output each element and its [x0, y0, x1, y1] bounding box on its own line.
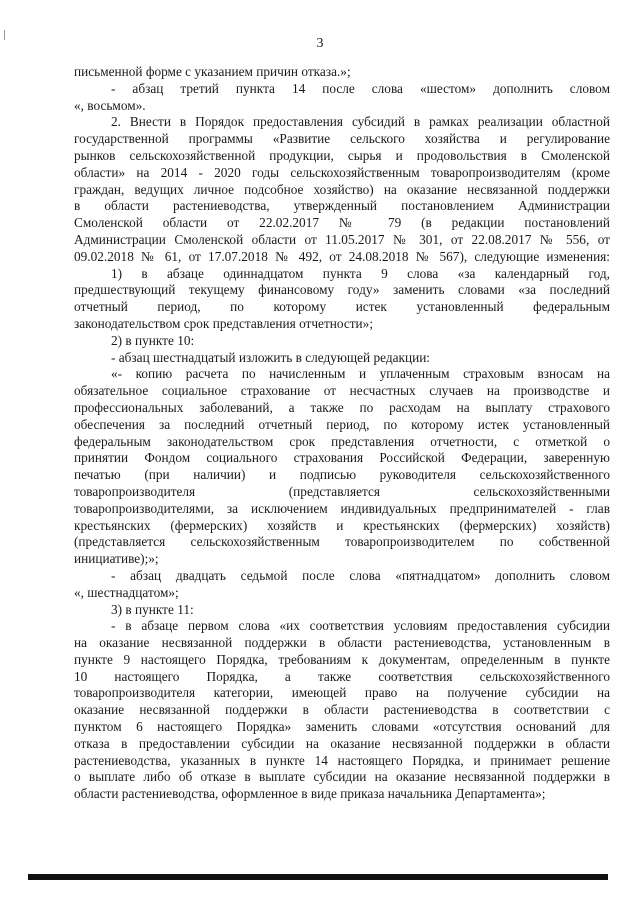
text-line: области растениеводства, оформленное в виде приказа начальника Департамента»;: [74, 786, 546, 802]
text-line: на оказание несвязанной поддержки в области растениеводства, установленным в: [74, 635, 610, 651]
text-line: федеральным законодательством срок представления отчетности, с отметкой о: [74, 433, 610, 449]
text-line: государственной программы «Развитие сельского хозяйства и регулирование: [74, 131, 610, 147]
text-line: 3) в пункте 11:: [111, 601, 194, 617]
text-line: отказа в предоставлении субсидии на оказание несвязанной поддержки в области: [74, 735, 610, 751]
text-line: «, шестнадцатом»;: [74, 584, 179, 600]
text-line: предшествующий текущему финансовому году» заменить словами «за последний: [74, 282, 610, 298]
text-line: 10 настоящего Порядка, а также соответствия сельскохозяйственного: [74, 668, 610, 684]
text-line: 2) в пункте 10:: [111, 332, 195, 348]
text-line: профессиональных заболеваний, а также по расходам на выплату страхового: [74, 399, 610, 415]
text-line: области» на 2014 - 2020 годы сельскохозяйственным товаропроизводителям (кроме: [74, 164, 610, 180]
text-line: обеспечения за последний отчетный период, по которому истек установленный: [74, 416, 610, 432]
text-line: пункте 9 настоящего Порядка, требованиям к документам, определенным в пункте: [74, 651, 610, 667]
document-body: [74, 64, 610, 803]
text-line: «, восьмом».: [74, 97, 146, 113]
text-line: «- копию расчета по начисленным и уплаченным страховым взносам на: [111, 366, 610, 382]
text-line: крестьянских (фермерских) хозяйств и крестьянских (фермерских) хозяйств): [74, 517, 610, 533]
text-line: 1) в абзаце одиннадцатом пункта 9 слова «за календарный год,: [111, 265, 610, 281]
text-line: товаропроизводителями, за исключением индивидуальных предпринимателей - глав: [74, 500, 610, 516]
text-line: - в абзаце первом слова «их соответствия условиям предоставления субсидии: [111, 618, 610, 634]
text-line: обязательное социальное страхование от несчастных случаев на производстве и: [74, 383, 610, 399]
text-line: принятии Фондом социального страхования Российской Федерации, заверенную: [74, 450, 610, 466]
text-line: законодательством срок представления отчетности»;: [74, 315, 374, 331]
text-line: отчетный период, по которому истек установленный федеральным: [74, 299, 610, 315]
text-line: растениеводства, указанных в пункте 14 настоящего Порядка, и принимает решение: [74, 752, 610, 768]
text-line: - абзац третий пункта 14 после слова «шестом» дополнить словом: [111, 80, 610, 96]
text-line: рынков сельскохозяйственной продукции, сырья и продовольствия в Смоленской: [74, 147, 610, 163]
page-number: 3: [316, 36, 324, 51]
text-line: письменной форме с указанием причин отказа.»;: [74, 64, 351, 79]
text-line: о выплате либо об отказе в выплате субсидии на оказание несвязанной поддержки в: [74, 769, 610, 785]
scan-artifact-bar: [28, 874, 608, 880]
text-line: Администрации Смоленской области от 11.05.2017 № 301, от 22.08.2017 № 556, от: [74, 231, 610, 247]
text-line: инициативе);»;: [74, 551, 159, 567]
text-line: Смоленской области от 22.02.2017 № 79 (в редакции постановлений: [74, 215, 610, 231]
text-line: в области растениеводства, утвержденный постановлением Администрации: [74, 198, 610, 214]
text-line: - абзац шестнадцатый изложить в следующей редакции:: [111, 349, 431, 365]
text-line: оказание несвязанной поддержки в области растениеводства в соответствии с: [74, 702, 610, 718]
text-line: (представляется сельскохозяйственным товаропроизводителем по собственной: [74, 534, 610, 550]
text-line: печатью (при наличии) и подписью руководителя сельскохозяйственного: [74, 467, 610, 483]
text-line: пунктом 6 настоящего Порядка» заменить словами «отсутствия оснований для: [74, 719, 610, 735]
text-line: товаропроизводителя (представляется сельскохозяйственными: [74, 483, 610, 499]
text-line: - абзац двадцать седьмой после слова «пятнадцатом» дополнить словом: [111, 567, 610, 583]
text-line: 09.02.2018 № 61, от 17.07.2018 № 492, от 24.08.2018 № 567), следующие изменения:: [74, 248, 610, 264]
text-line: 2. Внести в Порядок предоставления субсидий в рамках реализации областной: [111, 114, 610, 130]
text-line: граждан, ведущих личное подсобное хозяйство) на оказание несвязанной поддержки: [74, 181, 610, 197]
text-line: товаропроизводителя категории, имеющей право на получение субсидии на: [74, 685, 610, 701]
